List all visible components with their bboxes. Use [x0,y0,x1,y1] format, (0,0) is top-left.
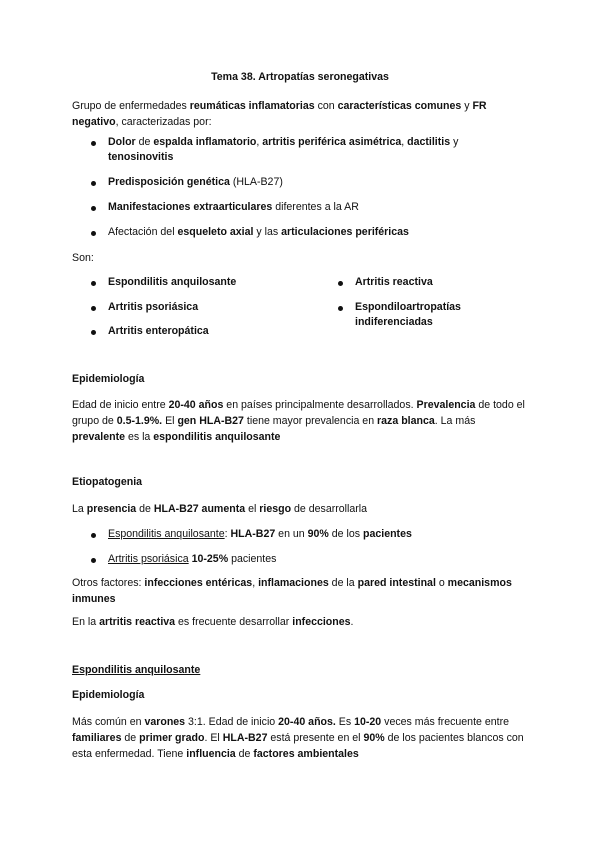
son-label: Son: [72,252,94,264]
intro-paragraph: Grupo de enfermedades reumáticas inflamatorias con características comunes y FR negativo, caracterizadas por: [72,100,487,128]
bullet-icon [91,141,96,146]
ea-epidemiologia-paragraph: Más común en varones 3:1. Edad de inicio 20-40 años. Es 10-20 veces más frecuente entre familiares de primer grado. El HLA-B27 está presente en el 90% de los pacientes blancos con esta enfermedad. Tiene influencia de factores ambientales [72,716,524,760]
type-item: Artritis reactiva [355,276,433,288]
feature-item-predisposicion: Predisposición genética (HLA-B27) [108,176,283,188]
section-heading-epidemiologia: Epidemiología [72,373,145,385]
bullet-icon [91,281,96,286]
epidemiologia-paragraph: Edad de inicio entre 20-40 años en países principalmente desarrollados. Prevalencia de todo el grupo de 0.5-1.9%. El gen HLA-B27 tiene mayor prevalencia en raza blanca. La más prevalente es la espondilitis anquilosante [72,399,525,443]
type-item: Artritis enteropática [108,325,209,337]
type-item: Espondiloartropatías indiferenciadas [355,301,461,328]
page-title: Tema 38. Artropatías seronegativas [211,71,389,83]
feature-item-manifestaciones: Manifestaciones extraarticulares diferentes a la AR [108,201,359,213]
feature-item-dolor: Dolor de espalda inflamatorio, artritis periférica asimétrica, dactilitis y tenosinovitis [108,136,459,163]
otros-factores-paragraph: Otros factores: infecciones entéricas, inflamaciones de la pared intestinal o mecanismos inmunes [72,577,512,605]
bullet-icon [91,181,96,186]
etio-item-artritis-psoriasica: Artritis psoriásica 10-25% pacientes [108,553,277,565]
bullet-icon [91,231,96,236]
feature-item-afectacion: Afectación del esqueleto axial y las articulaciones periféricas [108,226,409,238]
bullet-icon [91,558,96,563]
bullet-icon [338,281,343,286]
bullet-icon [91,330,96,335]
etio-item-espondilitis: Espondilitis anquilosante: HLA-B27 en un 90% de los pacientes [108,528,412,540]
section-heading-espondilitis: Espondilitis anquilosante [72,664,201,676]
bullet-icon [91,206,96,211]
bullet-icon [338,306,343,311]
section-heading-etiopatogenia: Etiopatogenia [72,476,143,488]
bullet-icon [91,533,96,538]
type-item: Espondilitis anquilosante [108,276,237,288]
subsection-heading-epidemiologia: Epidemiología [72,689,145,701]
artritis-reactiva-paragraph: En la artritis reactiva es frecuente desarrollar infecciones. [72,616,354,628]
type-item: Artritis psoriásica [108,301,199,313]
bullet-icon [91,306,96,311]
etiopatogenia-paragraph: La presencia de HLA-B27 aumenta el riesgo de desarrollarla [72,503,368,515]
